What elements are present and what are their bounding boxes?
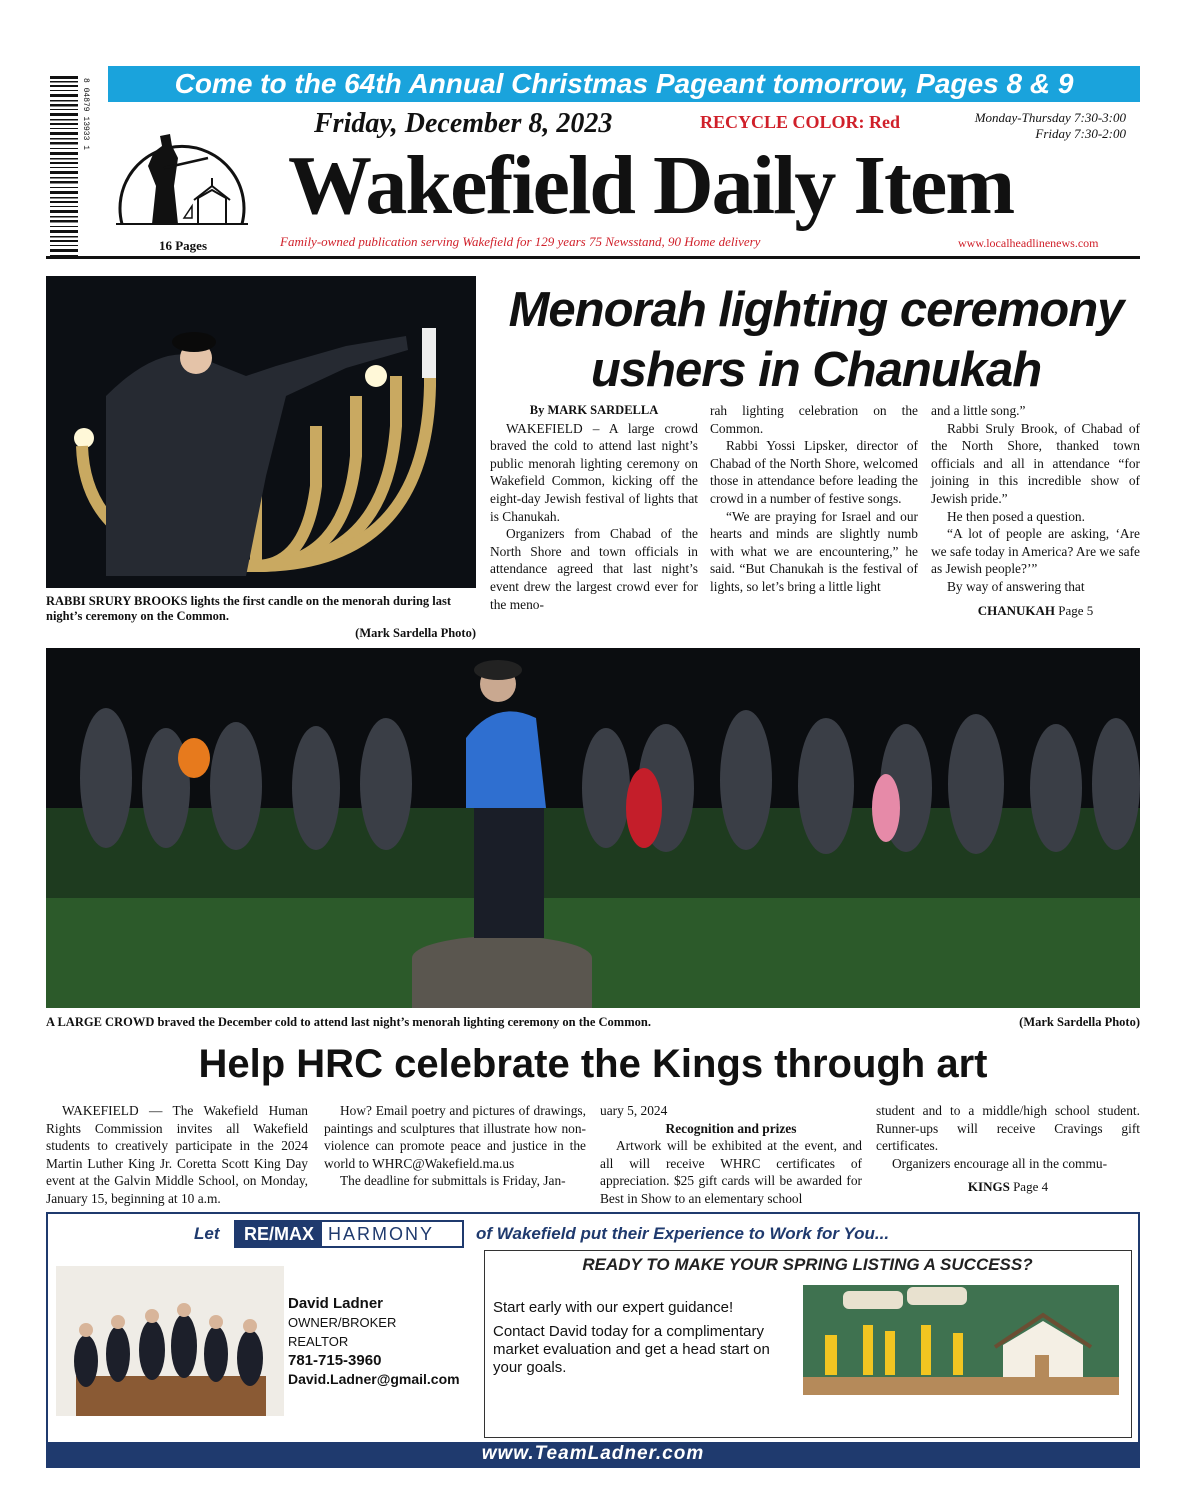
remax-office: HARMONY [328, 1224, 435, 1244]
agent-title: OWNER/BROKER [288, 1315, 397, 1330]
office-hours [940, 110, 1126, 142]
story1-paragraph: and a little song.” [931, 403, 1026, 418]
story2-column-1 [46, 1102, 308, 1208]
barcode [46, 72, 90, 262]
story2-subhead: Recognition and prizes [665, 1120, 797, 1136]
story2-paragraph: student and to a middle/high school student. Runner-ups will receive Cravings gift certificates. [876, 1103, 1140, 1154]
masthead[interactable]: Wakefield Daily Item [288, 139, 1014, 232]
story1-paragraph: “A lot of people are asking, ‘Are we safe today in America? Are we safe as Jewish people?’” [931, 526, 1140, 577]
hours-weekday: Monday-Thursday 7:30-3:00 [974, 110, 1126, 125]
jump-page: Page 4 [1013, 1179, 1049, 1195]
remax-logo [234, 1220, 464, 1248]
story2-column-2 [324, 1102, 586, 1190]
agent-name: David Ladner [288, 1295, 384, 1312]
hours-friday: Friday 7:30-2:00 [1035, 126, 1126, 141]
ad-tagline: of Wakefield put their Experience to Work for You... [476, 1224, 890, 1243]
jump-page: Page 5 [1058, 602, 1094, 618]
agent-phone[interactable]: 781-715-3960 [288, 1352, 382, 1369]
ad-header [48, 1220, 1138, 1250]
ad-copy: Contact David today for a complimentary market evaluation and get a head start on your goals. [493, 1323, 770, 1376]
ad-website[interactable]: www.TeamLadner.com [48, 1442, 1138, 1466]
paint-tools-art [803, 1285, 1119, 1395]
barcode-number: 8 04879 13933 1 [81, 78, 90, 151]
story2-paragraph: WAKEFIELD — The Wakefield Human Rights Commission invites all Wakefield students to creatively participate in the 2024 Martin Luther King Jr. Coretta Scott King Day event at the Galvin Middle School, on Monday, January 15, beginning at 10 a.m. [46, 1103, 308, 1206]
menorah-photo[interactable] [46, 276, 476, 588]
agent-info [288, 1294, 460, 1389]
story1-column-1 [490, 402, 698, 613]
jump-word: CHANUKAH [977, 602, 1055, 618]
story1-paragraph: “We are praying for Israel and our hearts and minds are slightly numb with what we are encountering,” he said. “But Chanukah is the festival of lights, so let’s bring a little light [710, 508, 918, 594]
paint-tools-illustration [803, 1285, 1119, 1395]
story1-paragraph: Rabbi Yossi Lipsker, director of Chabad of the North Shore, welcomed those in attendance before leading the crowd in a number of festive songs. [710, 438, 918, 506]
ad-let: Let [194, 1224, 220, 1243]
story2-paragraph: Artwork will be exhibited at the event, and all will receive WHRC certificates of appreciation. $25 gift cards will be awarded for Best in Show to an elementary school [600, 1138, 862, 1206]
story1-paragraph: Rabbi Sruly Brook, of Chabad of the North Shore, thanked town officials and all in attendance “for joining in this incredible show of Jewish pride.” [931, 420, 1140, 506]
byline: By MARK SARDELLA [529, 403, 659, 417]
story2-paragraph: Organizers encourage all in the commu- [892, 1155, 1108, 1171]
remax-advertisement[interactable] [46, 1212, 1140, 1468]
lead-headline[interactable]: Menorah lighting ceremony ushers in Chanukah [508, 283, 1124, 397]
ad-copy: Start early with our expert guidance! [493, 1299, 734, 1316]
ad-message-box [484, 1250, 1132, 1438]
menorah-photo-art [46, 276, 476, 588]
issue-date: Friday, December 8, 2023 [314, 108, 613, 139]
story1-paragraph: rah lighting celebration on the Common. [710, 403, 918, 436]
story1-column-2 [710, 402, 918, 596]
story2-column-4 [876, 1102, 1140, 1196]
jump-word: KINGS [967, 1179, 1010, 1195]
story2-paragraph: uary 5, 2024 [600, 1103, 668, 1118]
page-count: 16 Pages [158, 238, 208, 253]
masthead-tagline: Family-owned publication serving Wakefield for 129 years 75 Newsstand, 90 Home delivery [280, 234, 761, 249]
team-photo-art [56, 1266, 284, 1416]
minuteman-logo [112, 106, 252, 246]
story1-paragraph: WAKEFIELD – A large crowd braved the cold to attend last night’s public menorah lighting ceremony on Wakefield Common, kicking off the eight-day Jewish festival of lights that is Chanukah. [490, 420, 698, 524]
second-headline[interactable]: Help HRC celebrate the Kings through art [198, 1042, 988, 1086]
story2-paragraph: How? Email poetry and pictures of drawings, paintings and sculptures that illustrate how non-violence can promote peace and justice in the world to WHRC@Wakefield.ma.us [324, 1103, 586, 1171]
story2-paragraph: The deadline for submittals is Friday, Jan- [340, 1173, 566, 1189]
story2-column-3 [600, 1102, 862, 1208]
story1-paragraph: He then posed a question. [947, 508, 1085, 524]
story1-paragraph: Organizers from Chabad of the North Shore and town officials in attendance agreed that last night’s event drew the largest crowd ever for the meno- [490, 526, 698, 612]
menorah-photo-caption: RABBI SRURY BROOKS lights the first candle on the menorah during last night’s ceremony on the Common. [46, 594, 452, 623]
ad-headline: READY TO MAKE YOUR SPRING LISTING A SUCCESS? [582, 1255, 1033, 1274]
agent-title: REALTOR [288, 1334, 349, 1349]
story1-paragraph: By way of answering that [947, 578, 1085, 594]
website-link[interactable]: www.localheadlinenews.com [958, 236, 1099, 250]
crowd-photo[interactable] [46, 648, 1140, 1008]
story1-jump-link[interactable] [931, 602, 1140, 620]
recycle-color: RECYCLE COLOR: Red [700, 112, 901, 132]
promo-banner[interactable]: Come to the 64th Annual Christmas Pageant tomorrow, Pages 8 & 9 [108, 66, 1140, 102]
crowd-photo-caption: A LARGE CROWD braved the December cold to attend last night’s menorah lighting ceremony on the Common. [46, 1015, 651, 1029]
story2-jump-link[interactable] [876, 1178, 1140, 1196]
agent-email[interactable]: David.Ladner@gmail.com [288, 1371, 460, 1387]
remax-brand: RE/MAX [236, 1222, 322, 1246]
crowd-photo-credit: (Mark Sardella Photo) [1019, 1015, 1140, 1029]
header-rule [46, 256, 1140, 259]
team-photo [56, 1266, 284, 1416]
crowd-photo-art [46, 648, 1140, 1008]
story1-column-3 [931, 402, 1140, 619]
menorah-photo-credit: (Mark Sardella Photo) [355, 626, 476, 640]
